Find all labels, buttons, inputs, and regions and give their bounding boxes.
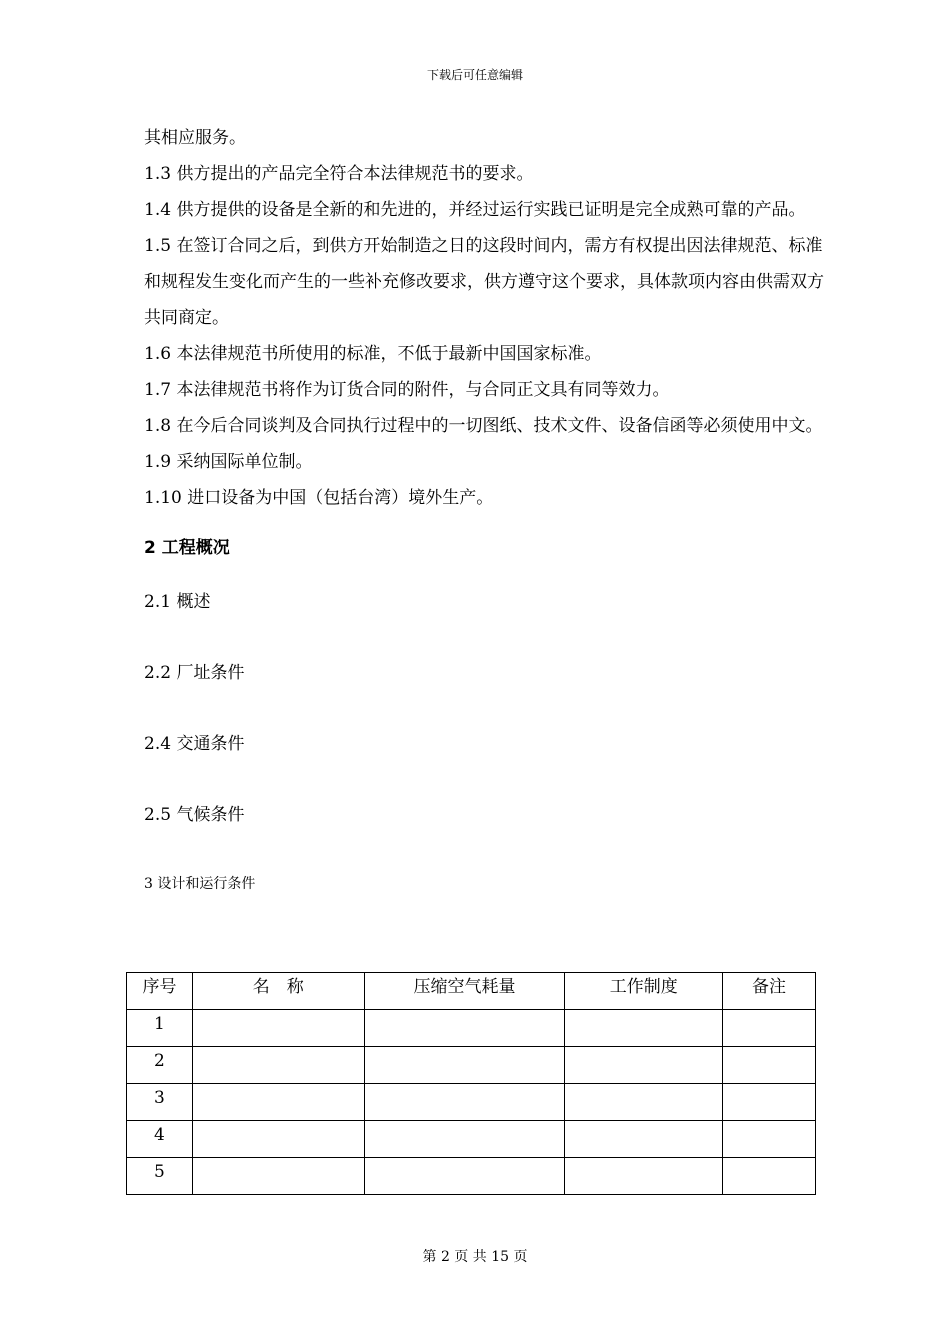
subsection-heading: 2.2 厂址条件 bbox=[144, 663, 245, 683]
table-cell: 1 bbox=[127, 1010, 193, 1047]
header-cell-name: 名 称 bbox=[192, 973, 364, 1010]
paragraph: 1.4 供方提供的设备是全新的和先进的，并经过运行实践已证明是完全成熟可靠的产品。 bbox=[144, 200, 806, 220]
paragraph: 1.9 采纳国际单位制。 bbox=[144, 452, 313, 472]
table-cell bbox=[192, 1084, 364, 1121]
table-cell bbox=[364, 1084, 565, 1121]
table-cell bbox=[364, 1010, 565, 1047]
header-cell-index: 序号 bbox=[127, 973, 193, 1010]
table-cell: 3 bbox=[127, 1084, 193, 1121]
table-cell bbox=[723, 1010, 816, 1047]
subsection-heading: 2.5 气候条件 bbox=[144, 805, 245, 825]
subsection-heading: 2.4 交通条件 bbox=[144, 734, 245, 754]
table-cell bbox=[723, 1121, 816, 1158]
table-header-row bbox=[127, 973, 816, 1010]
table-cell bbox=[565, 1084, 723, 1121]
table-row bbox=[127, 1158, 816, 1195]
table-cell bbox=[565, 1121, 723, 1158]
paragraph: 1.8 在今后合同谈判及合同执行过程中的一切图纸、技术文件、设备信函等必须使用中文。 bbox=[144, 416, 823, 436]
table-cell bbox=[723, 1047, 816, 1084]
paragraph: 1.7 本法律规范书将作为订货合同的附件，与合同正文具有同等效力。 bbox=[144, 380, 670, 400]
table-row bbox=[127, 1010, 816, 1047]
table-cell bbox=[723, 1158, 816, 1195]
page-footer: 第 2 页 共 15 页 bbox=[422, 1249, 528, 1265]
table-cell bbox=[723, 1084, 816, 1121]
table-cell bbox=[364, 1047, 565, 1084]
header-cell-remarks: 备注 bbox=[723, 973, 816, 1010]
subsection-heading: 2.1 概述 bbox=[144, 592, 211, 612]
page-header: 下载后可任意编辑 bbox=[426, 68, 523, 82]
table-cell bbox=[364, 1158, 565, 1195]
paragraph: 1.3 供方提出的产品完全符合本法律规范书的要求。 bbox=[144, 164, 534, 184]
table-row bbox=[127, 1121, 816, 1158]
table-cell bbox=[192, 1047, 364, 1084]
header-cell-work-schedule: 工作制度 bbox=[565, 973, 723, 1010]
document-body bbox=[144, 120, 824, 894]
paragraph: 其相应服务。 bbox=[144, 128, 246, 148]
paragraph: 1.10 进口设备为中国（包括台湾）境外生产。 bbox=[144, 488, 494, 508]
table-cell: 4 bbox=[127, 1121, 193, 1158]
table-row bbox=[127, 1084, 816, 1121]
table-cell bbox=[192, 1158, 364, 1195]
table-cell bbox=[364, 1121, 565, 1158]
table-cell: 2 bbox=[127, 1047, 193, 1084]
table-cell: 5 bbox=[127, 1158, 193, 1195]
table-cell bbox=[565, 1158, 723, 1195]
table-cell bbox=[565, 1047, 723, 1084]
table-cell bbox=[565, 1010, 723, 1047]
table-caption: 3 设计和运行条件 bbox=[144, 876, 256, 892]
header-cell-air-consumption: 压缩空气耗量 bbox=[364, 973, 565, 1010]
conditions-table bbox=[126, 972, 816, 1195]
table-cell bbox=[192, 1121, 364, 1158]
table-cell bbox=[192, 1010, 364, 1047]
paragraph: 1.5 在签订合同之后，到供方开始制造之日的这段时间内，需方有权提出因法律规范、标准和规程发生变化而产生的一些补充修改要求，供方遵守这个要求，具体款项内容由供需双方共同商定。 bbox=[144, 236, 824, 328]
table-row bbox=[127, 1047, 816, 1084]
paragraph: 1.6 本法律规范书所使用的标准，不低于最新中国国家标准。 bbox=[144, 344, 602, 364]
section-heading: 2 工程概况 bbox=[144, 538, 230, 558]
